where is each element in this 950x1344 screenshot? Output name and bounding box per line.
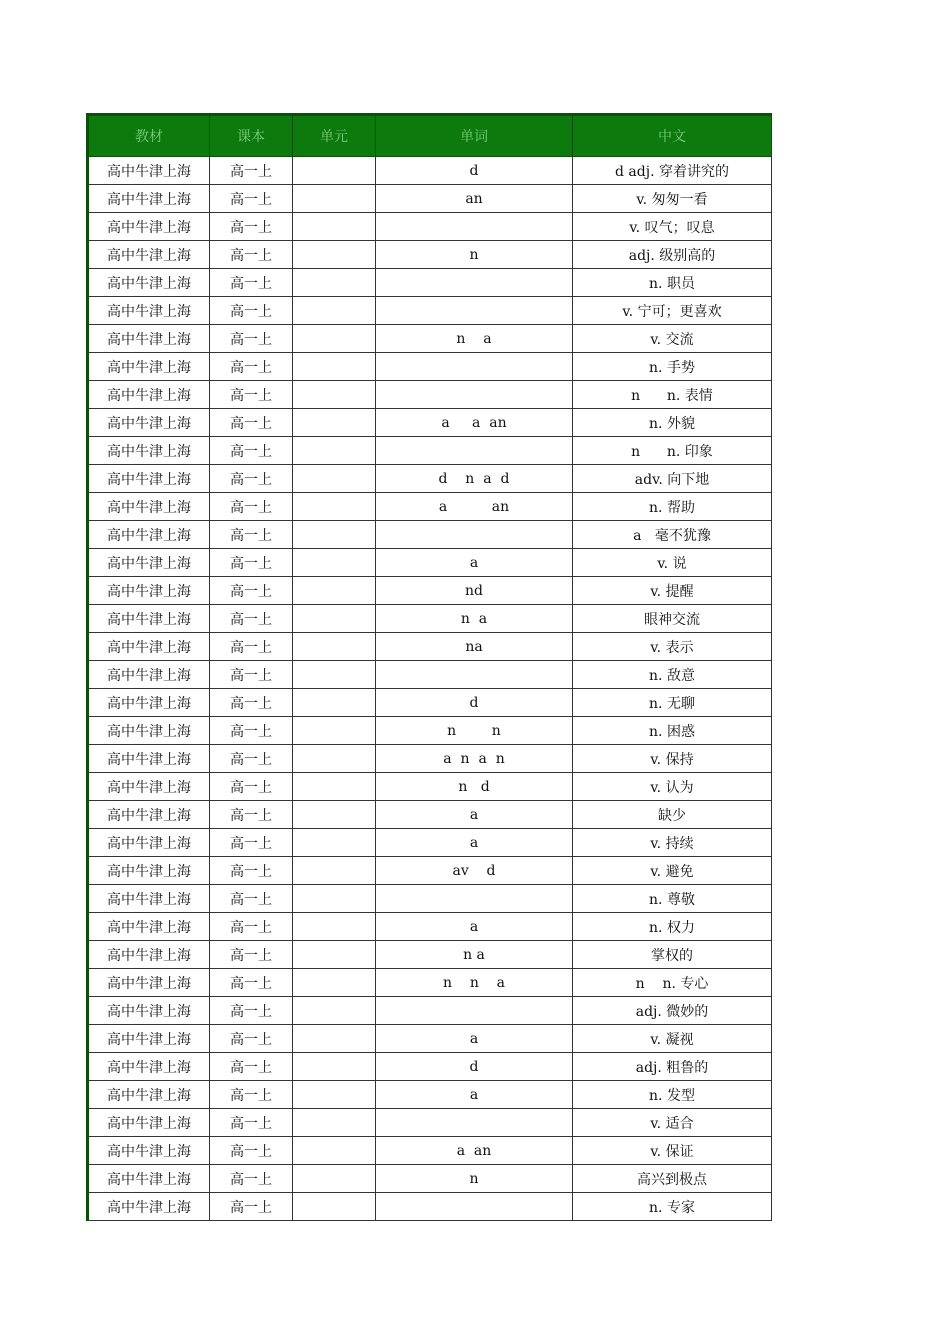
cell-unit bbox=[293, 577, 376, 605]
table-row bbox=[88, 493, 772, 521]
table-row bbox=[88, 521, 772, 549]
cell-book: 高一上 bbox=[210, 465, 293, 493]
cell-word: d bbox=[376, 1053, 573, 1081]
cell-book: 高一上 bbox=[210, 549, 293, 577]
cell-textbook: 高中牛津上海 bbox=[88, 1137, 210, 1165]
table-row bbox=[88, 465, 772, 493]
cell-unit bbox=[293, 969, 376, 997]
table-row bbox=[88, 689, 772, 717]
cell-book: 高一上 bbox=[210, 521, 293, 549]
cell-word: nd bbox=[376, 577, 573, 605]
cell-unit bbox=[293, 409, 376, 437]
cell-textbook: 高中牛津上海 bbox=[88, 465, 210, 493]
cell-unit bbox=[293, 381, 376, 409]
cell-unit bbox=[293, 801, 376, 829]
cell-chinese: n. 手势 bbox=[573, 353, 772, 381]
header-unit: 单元 bbox=[293, 115, 376, 157]
cell-word: n a bbox=[376, 325, 573, 353]
table-row bbox=[88, 885, 772, 913]
cell-textbook: 高中牛津上海 bbox=[88, 969, 210, 997]
cell-chinese: v. 表示 bbox=[573, 633, 772, 661]
cell-word: n bbox=[376, 241, 573, 269]
cell-unit bbox=[293, 185, 376, 213]
cell-book: 高一上 bbox=[210, 1025, 293, 1053]
cell-textbook: 高中牛津上海 bbox=[88, 1109, 210, 1137]
cell-word: a an bbox=[376, 1137, 573, 1165]
cell-unit bbox=[293, 773, 376, 801]
cell-book: 高一上 bbox=[210, 1053, 293, 1081]
cell-book: 高一上 bbox=[210, 997, 293, 1025]
cell-textbook: 高中牛津上海 bbox=[88, 745, 210, 773]
cell-chinese: v. 提醒 bbox=[573, 577, 772, 605]
cell-textbook: 高中牛津上海 bbox=[88, 1165, 210, 1193]
header-word: 单词 bbox=[376, 115, 573, 157]
table-row bbox=[88, 1109, 772, 1137]
cell-word bbox=[376, 661, 573, 689]
cell-book: 高一上 bbox=[210, 241, 293, 269]
table-row bbox=[88, 941, 772, 969]
cell-word: a bbox=[376, 1025, 573, 1053]
table-row bbox=[88, 745, 772, 773]
table-row bbox=[88, 717, 772, 745]
cell-textbook: 高中牛津上海 bbox=[88, 913, 210, 941]
table-row bbox=[88, 241, 772, 269]
cell-chinese: n. 敌意 bbox=[573, 661, 772, 689]
cell-word bbox=[376, 213, 573, 241]
cell-unit bbox=[293, 941, 376, 969]
cell-book: 高一上 bbox=[210, 885, 293, 913]
cell-book: 高一上 bbox=[210, 633, 293, 661]
cell-unit bbox=[293, 213, 376, 241]
cell-chinese: 高兴到极点 bbox=[573, 1165, 772, 1193]
cell-word: n n bbox=[376, 717, 573, 745]
cell-word bbox=[376, 269, 573, 297]
cell-unit bbox=[293, 857, 376, 885]
cell-chinese: v. 适合 bbox=[573, 1109, 772, 1137]
cell-unit bbox=[293, 885, 376, 913]
cell-book: 高一上 bbox=[210, 297, 293, 325]
cell-textbook: 高中牛津上海 bbox=[88, 213, 210, 241]
cell-textbook: 高中牛津上海 bbox=[88, 241, 210, 269]
cell-unit bbox=[293, 633, 376, 661]
cell-unit bbox=[293, 521, 376, 549]
cell-book: 高一上 bbox=[210, 185, 293, 213]
cell-unit bbox=[293, 829, 376, 857]
table-body bbox=[88, 157, 772, 1221]
cell-textbook: 高中牛津上海 bbox=[88, 689, 210, 717]
cell-book: 高一上 bbox=[210, 913, 293, 941]
cell-textbook: 高中牛津上海 bbox=[88, 325, 210, 353]
cell-unit bbox=[293, 1025, 376, 1053]
cell-unit bbox=[293, 325, 376, 353]
cell-word: d bbox=[376, 689, 573, 717]
cell-unit bbox=[293, 157, 376, 185]
cell-book: 高一上 bbox=[210, 605, 293, 633]
cell-chinese: adv. 向下地 bbox=[573, 465, 772, 493]
cell-word bbox=[376, 1193, 573, 1221]
table-row bbox=[88, 997, 772, 1025]
cell-textbook: 高中牛津上海 bbox=[88, 773, 210, 801]
cell-chinese: n. 专家 bbox=[573, 1193, 772, 1221]
cell-word: n a bbox=[376, 605, 573, 633]
cell-textbook: 高中牛津上海 bbox=[88, 633, 210, 661]
cell-book: 高一上 bbox=[210, 353, 293, 381]
table-row bbox=[88, 1137, 772, 1165]
cell-chinese: v. 凝视 bbox=[573, 1025, 772, 1053]
cell-book: 高一上 bbox=[210, 773, 293, 801]
cell-textbook: 高中牛津上海 bbox=[88, 353, 210, 381]
cell-textbook: 高中牛津上海 bbox=[88, 885, 210, 913]
cell-unit bbox=[293, 689, 376, 717]
table-row bbox=[88, 1165, 772, 1193]
cell-book: 高一上 bbox=[210, 1081, 293, 1109]
cell-book: 高一上 bbox=[210, 801, 293, 829]
cell-chinese: adj. 微妙的 bbox=[573, 997, 772, 1025]
header-book: 课本 bbox=[210, 115, 293, 157]
table-row bbox=[88, 157, 772, 185]
table-row bbox=[88, 297, 772, 325]
table-row bbox=[88, 913, 772, 941]
cell-textbook: 高中牛津上海 bbox=[88, 1193, 210, 1221]
cell-word: d bbox=[376, 157, 573, 185]
cell-textbook: 高中牛津上海 bbox=[88, 605, 210, 633]
cell-chinese: n. 发型 bbox=[573, 1081, 772, 1109]
cell-book: 高一上 bbox=[210, 213, 293, 241]
header-row bbox=[88, 115, 772, 157]
cell-word: a an bbox=[376, 493, 573, 521]
cell-word: a bbox=[376, 913, 573, 941]
cell-book: 高一上 bbox=[210, 857, 293, 885]
cell-chinese: n. 帮助 bbox=[573, 493, 772, 521]
vocabulary-table bbox=[86, 113, 772, 1221]
table-row bbox=[88, 1081, 772, 1109]
cell-unit bbox=[293, 269, 376, 297]
table-row bbox=[88, 577, 772, 605]
cell-chinese: 缺少 bbox=[573, 801, 772, 829]
table-row bbox=[88, 1053, 772, 1081]
cell-book: 高一上 bbox=[210, 1137, 293, 1165]
cell-textbook: 高中牛津上海 bbox=[88, 521, 210, 549]
cell-word: n bbox=[376, 1165, 573, 1193]
table-row bbox=[88, 1193, 772, 1221]
cell-book: 高一上 bbox=[210, 381, 293, 409]
cell-chinese: n n. 表情 bbox=[573, 381, 772, 409]
cell-word: n n a bbox=[376, 969, 573, 997]
cell-chinese: v. 保持 bbox=[573, 745, 772, 773]
cell-unit bbox=[293, 241, 376, 269]
header-chinese: 中文 bbox=[573, 115, 772, 157]
cell-textbook: 高中牛津上海 bbox=[88, 437, 210, 465]
cell-chinese: v. 交流 bbox=[573, 325, 772, 353]
cell-chinese: n n. 专心 bbox=[573, 969, 772, 997]
cell-chinese: n. 职员 bbox=[573, 269, 772, 297]
cell-chinese: v. 持续 bbox=[573, 829, 772, 857]
table-row bbox=[88, 801, 772, 829]
cell-book: 高一上 bbox=[210, 577, 293, 605]
cell-word: a n a n bbox=[376, 745, 573, 773]
cell-chinese: n. 困惑 bbox=[573, 717, 772, 745]
cell-book: 高一上 bbox=[210, 437, 293, 465]
cell-unit bbox=[293, 605, 376, 633]
cell-textbook: 高中牛津上海 bbox=[88, 661, 210, 689]
cell-chinese: adj. 级别高的 bbox=[573, 241, 772, 269]
cell-chinese: v. 说 bbox=[573, 549, 772, 577]
cell-word bbox=[376, 437, 573, 465]
cell-chinese: d adj. 穿着讲究的 bbox=[573, 157, 772, 185]
table-row bbox=[88, 353, 772, 381]
table-row bbox=[88, 185, 772, 213]
cell-textbook: 高中牛津上海 bbox=[88, 829, 210, 857]
cell-book: 高一上 bbox=[210, 717, 293, 745]
cell-unit bbox=[293, 493, 376, 521]
cell-unit bbox=[293, 1109, 376, 1137]
cell-unit bbox=[293, 1137, 376, 1165]
table-row bbox=[88, 633, 772, 661]
cell-word: a bbox=[376, 801, 573, 829]
cell-chinese: v. 宁可；更喜欢 bbox=[573, 297, 772, 325]
cell-book: 高一上 bbox=[210, 745, 293, 773]
cell-word: a bbox=[376, 1081, 573, 1109]
cell-textbook: 高中牛津上海 bbox=[88, 1025, 210, 1053]
cell-word: av d bbox=[376, 857, 573, 885]
cell-textbook: 高中牛津上海 bbox=[88, 1081, 210, 1109]
cell-word bbox=[376, 353, 573, 381]
cell-unit bbox=[293, 549, 376, 577]
cell-unit bbox=[293, 297, 376, 325]
cell-chinese: v. 叹气；叹息 bbox=[573, 213, 772, 241]
table-row bbox=[88, 857, 772, 885]
cell-chinese: n n. 印象 bbox=[573, 437, 772, 465]
cell-book: 高一上 bbox=[210, 269, 293, 297]
cell-book: 高一上 bbox=[210, 969, 293, 997]
cell-textbook: 高中牛津上海 bbox=[88, 381, 210, 409]
cell-word bbox=[376, 885, 573, 913]
cell-chinese: a 毫不犹豫 bbox=[573, 521, 772, 549]
cell-unit bbox=[293, 745, 376, 773]
cell-unit bbox=[293, 661, 376, 689]
table-row bbox=[88, 409, 772, 437]
table-row bbox=[88, 829, 772, 857]
cell-book: 高一上 bbox=[210, 941, 293, 969]
cell-book: 高一上 bbox=[210, 829, 293, 857]
cell-book: 高一上 bbox=[210, 661, 293, 689]
cell-book: 高一上 bbox=[210, 1109, 293, 1137]
table-row bbox=[88, 381, 772, 409]
cell-unit bbox=[293, 437, 376, 465]
cell-word: an bbox=[376, 185, 573, 213]
cell-textbook: 高中牛津上海 bbox=[88, 549, 210, 577]
table-row bbox=[88, 549, 772, 577]
cell-word: n a bbox=[376, 941, 573, 969]
cell-unit bbox=[293, 913, 376, 941]
cell-word: a a an bbox=[376, 409, 573, 437]
cell-unit bbox=[293, 1193, 376, 1221]
cell-textbook: 高中牛津上海 bbox=[88, 717, 210, 745]
cell-unit bbox=[293, 1053, 376, 1081]
cell-book: 高一上 bbox=[210, 689, 293, 717]
cell-word: n d bbox=[376, 773, 573, 801]
cell-chinese: n. 无聊 bbox=[573, 689, 772, 717]
cell-word: a bbox=[376, 829, 573, 857]
cell-textbook: 高中牛津上海 bbox=[88, 801, 210, 829]
cell-book: 高一上 bbox=[210, 493, 293, 521]
table-row bbox=[88, 773, 772, 801]
table-row bbox=[88, 605, 772, 633]
cell-textbook: 高中牛津上海 bbox=[88, 857, 210, 885]
header-textbook: 教材 bbox=[88, 115, 210, 157]
table-row bbox=[88, 325, 772, 353]
cell-book: 高一上 bbox=[210, 325, 293, 353]
cell-chinese: 掌权的 bbox=[573, 941, 772, 969]
cell-chinese: v. 保证 bbox=[573, 1137, 772, 1165]
cell-word bbox=[376, 521, 573, 549]
cell-book: 高一上 bbox=[210, 1165, 293, 1193]
cell-word: na bbox=[376, 633, 573, 661]
cell-book: 高一上 bbox=[210, 409, 293, 437]
cell-word bbox=[376, 997, 573, 1025]
cell-textbook: 高中牛津上海 bbox=[88, 157, 210, 185]
cell-chinese: v. 避免 bbox=[573, 857, 772, 885]
cell-textbook: 高中牛津上海 bbox=[88, 941, 210, 969]
cell-textbook: 高中牛津上海 bbox=[88, 269, 210, 297]
cell-unit bbox=[293, 717, 376, 745]
cell-textbook: 高中牛津上海 bbox=[88, 493, 210, 521]
cell-book: 高一上 bbox=[210, 157, 293, 185]
cell-textbook: 高中牛津上海 bbox=[88, 185, 210, 213]
cell-unit bbox=[293, 997, 376, 1025]
cell-textbook: 高中牛津上海 bbox=[88, 1053, 210, 1081]
table-row bbox=[88, 437, 772, 465]
cell-unit bbox=[293, 1081, 376, 1109]
table-row bbox=[88, 213, 772, 241]
cell-textbook: 高中牛津上海 bbox=[88, 297, 210, 325]
cell-chinese: n. 权力 bbox=[573, 913, 772, 941]
table-row bbox=[88, 269, 772, 297]
cell-book: 高一上 bbox=[210, 1193, 293, 1221]
cell-textbook: 高中牛津上海 bbox=[88, 409, 210, 437]
cell-word bbox=[376, 1109, 573, 1137]
cell-word: a bbox=[376, 549, 573, 577]
cell-unit bbox=[293, 353, 376, 381]
cell-chinese: n. 外貌 bbox=[573, 409, 772, 437]
cell-unit bbox=[293, 465, 376, 493]
cell-chinese: 眼神交流 bbox=[573, 605, 772, 633]
cell-word: d n a d bbox=[376, 465, 573, 493]
cell-word bbox=[376, 297, 573, 325]
table-row bbox=[88, 969, 772, 997]
cell-chinese: v. 匆匆一看 bbox=[573, 185, 772, 213]
cell-textbook: 高中牛津上海 bbox=[88, 577, 210, 605]
cell-chinese: n. 尊敬 bbox=[573, 885, 772, 913]
table-row bbox=[88, 1025, 772, 1053]
cell-textbook: 高中牛津上海 bbox=[88, 997, 210, 1025]
cell-chinese: adj. 粗鲁的 bbox=[573, 1053, 772, 1081]
table-row bbox=[88, 661, 772, 689]
cell-chinese: v. 认为 bbox=[573, 773, 772, 801]
cell-unit bbox=[293, 1165, 376, 1193]
cell-word bbox=[376, 381, 573, 409]
